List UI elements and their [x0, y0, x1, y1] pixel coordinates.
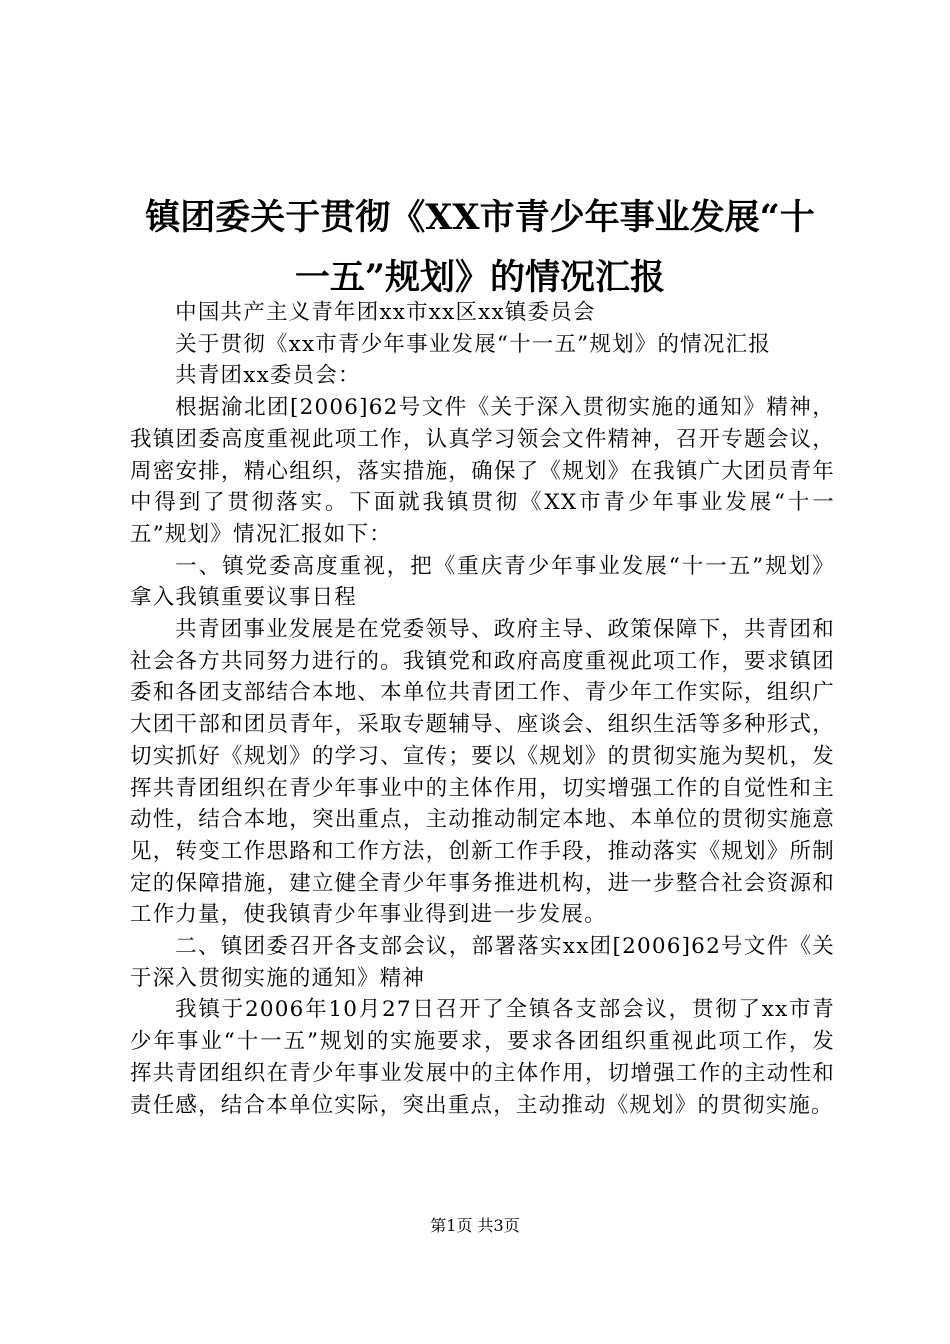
document-title: [130, 188, 830, 308]
organization-line: 中国共产主义青年团xx市xx区xx镇委员会: [175, 300, 596, 325]
title-line-2: 一五”规划》的情况汇报: [294, 257, 666, 298]
salutation: 共青团xx委员会：: [175, 363, 361, 389]
section-1-paragraph: 共青团事业发展是在党委领导、政府主导、政策保障下，共青团和社会各方共同努力进行的。我镇党和政府高度重视此项工作，要求镇团委和各团支部结合本地、本单位共青团工作、青少年工作实际，组织广大团干部和团员青年，采取专题辅导、座谈会、组织生活等多种形式，切实抓好《规划》的学习、宣传；要以《规划》的贯彻实施为契机，发挥共青团组织在青少年事业中的主体作用，切实增强工作的自觉性和主动性，结合本地，突出重点，主动推动制定本地、本单位的贯彻实施意见，转变工作思路和工作方法，创新工作手段，推动落实《规划》所制定的保障措施，建立健全青少年事务推进机构，进一步整合社会资源和工作力量，使我镇青少年事业得到进一步发展。: [130, 617, 835, 928]
report-subject: 关于贯彻《xx市青少年事业发展“十一五”规划》的情况汇报: [175, 331, 771, 357]
document-body: [130, 297, 835, 1121]
intro-paragraph: 根据渝北团[2006]62号文件《关于深入贯彻实施的通知》精神，我镇团委高度重视此项工作，认真学习领会文件精神，召开专题会议，周密安排，精心组织，落实措施，确保了《规划》在我镇广大团员青年中得到了贯彻落实。下面就我镇贯彻《XX市青少年事业发展“十一五”规划》情况汇报如下：: [130, 395, 835, 547]
section-2-paragraph: 我镇于2006年10月27日召开了全镇各支部会议，贯彻了xx市青少年事业“十一五”规划的实施要求，要求各团组织重视此项工作，发挥共青团组织在青少年事业发展中的主体作用，切增强工作的主动性和责任感，结合本单位实际，突出重点，主动推动《规划》的贯彻实施。: [130, 997, 835, 1118]
section-heading-2: 二、镇团委召开各支部会议，部署落实xx团[2006]62号文件《关于深入贯彻实施的通知》精神: [130, 934, 835, 991]
page-footer: 第1页 共3页: [430, 1216, 520, 1235]
title-line-1: 镇团委关于贯彻《XX市青少年事业发展“十: [145, 197, 815, 238]
section-heading-1: 一、镇党委高度重视，把《重庆青少年事业发展“十一五”规划》拿入我镇重要议事日程: [130, 553, 835, 611]
